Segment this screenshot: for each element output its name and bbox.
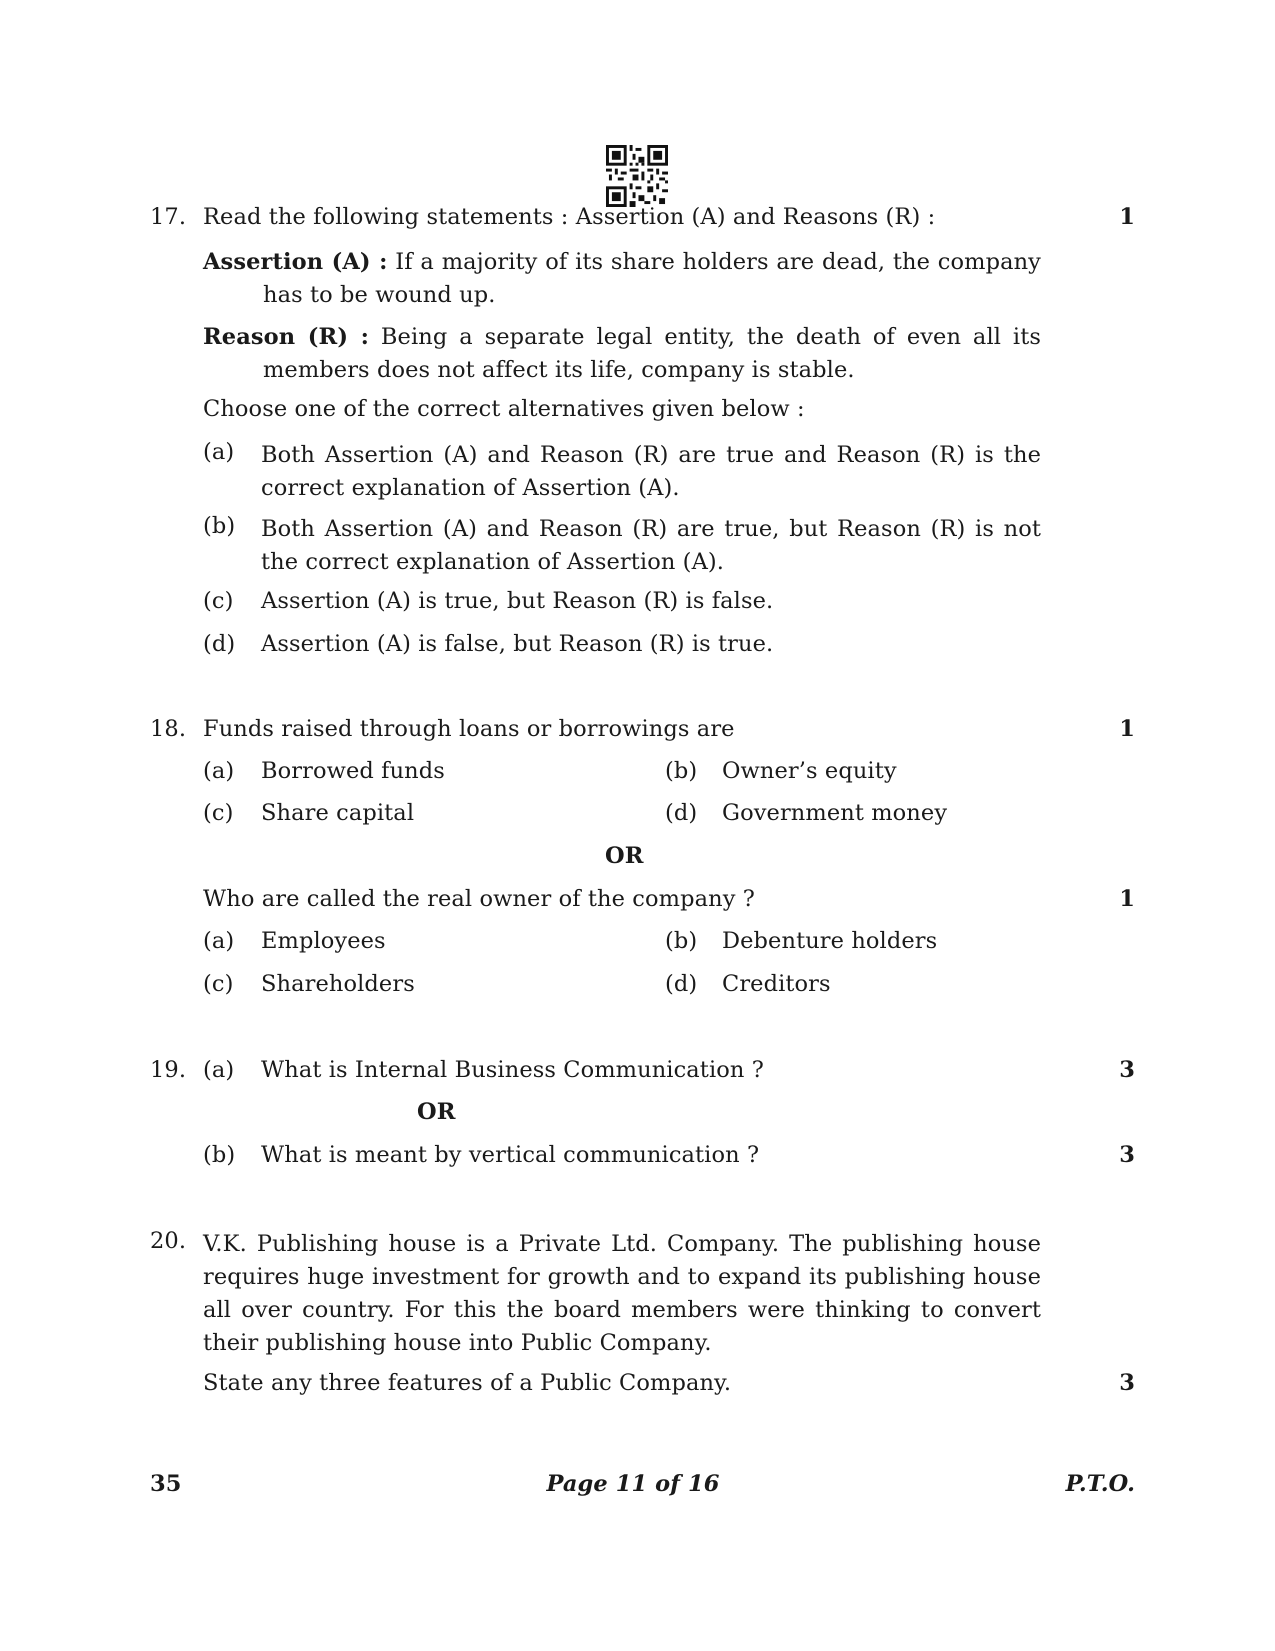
question-stem: State any three features of a Public Company. bbox=[203, 1370, 732, 1396]
option-text: Government money bbox=[722, 800, 948, 826]
option-label: (a) bbox=[203, 439, 235, 465]
or-divider: OR bbox=[417, 1099, 456, 1125]
option-text: Owner’s equity bbox=[722, 758, 897, 784]
question-stem: Funds raised through loans or borrowings are bbox=[203, 716, 735, 742]
reason-text: Being a separate legal entity, the death of even all its members does not affect its life, company is stable. bbox=[263, 324, 1041, 383]
option-text: Assertion (A) is false, but Reason (R) is true. bbox=[261, 631, 774, 657]
option-label: (a) bbox=[203, 1057, 235, 1083]
page-number: Page 11 of 16 bbox=[546, 1471, 720, 1497]
question-marks: 1 bbox=[1119, 716, 1135, 742]
question-marks: 3 bbox=[1119, 1057, 1135, 1083]
option-label: (d) bbox=[665, 971, 698, 997]
question-marks: 3 bbox=[1119, 1370, 1135, 1396]
reason-statement bbox=[203, 321, 1041, 387]
option-label: (b) bbox=[665, 928, 698, 954]
question-marks: 1 bbox=[1119, 204, 1135, 230]
paper-code: 35 bbox=[150, 1471, 182, 1497]
assertion-label: Assertion (A) : bbox=[203, 249, 388, 275]
option-text: Both Assertion (A) and Reason (R) are true and Reason (R) is the correct explanation of Assertion (A). bbox=[261, 442, 1041, 501]
assertion-statement bbox=[203, 246, 1041, 312]
question-number: 20. bbox=[150, 1228, 187, 1254]
option-label: (c) bbox=[203, 588, 234, 614]
question-part-a: What is Internal Business Communication ? bbox=[261, 1057, 764, 1083]
option-label: (c) bbox=[203, 800, 234, 826]
question-stem: Read the following statements : Assertion (A) and Reasons (R) : bbox=[203, 204, 936, 230]
qr-code bbox=[606, 145, 668, 207]
assertion-text: If a majority of its share holders are dead, the company has to be wound up. bbox=[263, 249, 1041, 308]
option-label: (b) bbox=[203, 513, 236, 539]
question-number: 17. bbox=[150, 204, 187, 230]
option-text: Employees bbox=[261, 928, 386, 954]
question-number: 18. bbox=[150, 716, 187, 742]
option-text: Assertion (A) is true, but Reason (R) is false. bbox=[261, 588, 774, 614]
alternative-question-stem: Who are called the real owner of the company ? bbox=[203, 886, 755, 912]
option-label: (a) bbox=[203, 928, 235, 954]
case-passage: V.K. Publishing house is a Private Ltd. Company. The publishing house requires huge investment for growth and to expand its publishing house all over country. For this the board members were thinking to convert their publishing house into Public Company. bbox=[203, 1231, 1041, 1356]
please-turn-over: P.T.O. bbox=[1065, 1471, 1135, 1497]
reason-label: Reason (R) : bbox=[203, 324, 370, 350]
option-text: Creditors bbox=[722, 971, 831, 997]
option-label: (b) bbox=[203, 1142, 236, 1168]
question-instruction: Choose one of the correct alternatives given below : bbox=[203, 396, 805, 422]
option-label: (a) bbox=[203, 758, 235, 784]
option-text: Share capital bbox=[261, 800, 415, 826]
question-part-b: What is meant by vertical communication ? bbox=[261, 1142, 760, 1168]
option-text: Debenture holders bbox=[722, 928, 938, 954]
question-number: 19. bbox=[150, 1057, 187, 1083]
option-label: (b) bbox=[665, 758, 698, 784]
question-marks: 1 bbox=[1119, 886, 1135, 912]
or-divider: OR bbox=[605, 843, 644, 869]
option-label: (d) bbox=[665, 800, 698, 826]
option-label: (c) bbox=[203, 971, 234, 997]
option-text: Borrowed funds bbox=[261, 758, 445, 784]
question-marks: 3 bbox=[1119, 1142, 1135, 1168]
option-text: Both Assertion (A) and Reason (R) are true, but Reason (R) is not the correct explanation of Assertion (A). bbox=[261, 516, 1041, 575]
option-text: Shareholders bbox=[261, 971, 415, 997]
option-label: (d) bbox=[203, 631, 236, 657]
